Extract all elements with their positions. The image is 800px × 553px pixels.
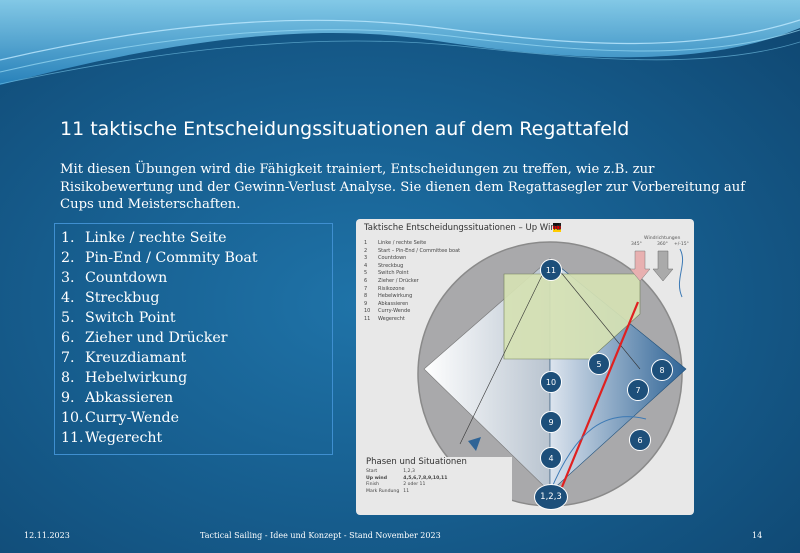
legend-item: 2 Start – Pin-End / Committee boat [364, 247, 461, 254]
list-item: 9. Abkassieren [61, 390, 174, 406]
marker-4: 4 [540, 447, 562, 469]
list-item: 10.Curry-Wende [61, 410, 180, 426]
wind-degree-360: 360° [657, 242, 668, 247]
list-item: 5. Switch Point [61, 310, 176, 326]
marker-11: 11 [540, 259, 562, 281]
phases-table [362, 457, 512, 513]
marker-7: 7 [627, 379, 649, 401]
legend-item: 1 Linke / rechte Seite [364, 240, 427, 246]
list-item: 7. Kreuzdiamant [61, 350, 187, 366]
footer-date: 12.11.2023 [24, 531, 70, 540]
list-item: 6. Zieher und Drücker [61, 330, 228, 346]
legend-item: 9 Abkassieren [364, 300, 409, 307]
marker-5: 5 [588, 353, 610, 375]
list-item: 3. Countdown [61, 270, 168, 286]
legend-item: 10 Curry-Wende [364, 308, 411, 315]
legend-item: 6 Zieher / Drücker [364, 277, 419, 284]
marker-9: 9 [540, 411, 562, 433]
slide-intro: Mit diesen Übungen wird die Fähigkeit trainiert, Entscheidungen zu treffen, wie z.B. zur Risikobewertung und der Gewinn-Verlust Analyse. Sie dienen dem Regattasegler zur Vorbereitung auf Cups und Meisterschaften. [60, 162, 746, 212]
legend-item: 3 Countdown [364, 255, 407, 262]
legend-item: 4 Streckbug [364, 262, 404, 269]
diagram-title: Taktische Entscheidungssituationen – Up Wind [364, 223, 562, 233]
wind-degree-variation: +/-15° [674, 242, 689, 247]
page-number: 14 [752, 531, 763, 540]
phases-title: Phasen und Situationen [366, 457, 467, 467]
legend-item: 11 Wegerecht [364, 315, 405, 322]
tactics-diagram [356, 219, 694, 515]
footer-text: Tactical Sailing - Idee und Konzept - Stand November 2023 [200, 531, 441, 540]
wind-directions-label: Windrichtungen [644, 236, 681, 241]
table-row: Mark Rundung 11 [366, 488, 410, 494]
legend-item: 7 Risikozone [364, 285, 405, 292]
marker-6: 6 [629, 429, 651, 451]
marker-10: 10 [540, 371, 562, 393]
table-row: Finish 2 oder 11 [366, 482, 426, 488]
diagram-legend [364, 240, 460, 324]
legend-item: 5 Switch Point [364, 270, 409, 277]
list-item: 4. Streckbug [61, 290, 160, 306]
marker-start: 1,2,3 [534, 484, 568, 510]
slide-title: 11 taktische Entscheidungssituationen auf dem Regattafeld [60, 118, 630, 140]
wind-shift-icon [679, 249, 682, 297]
list-item: 11.Wegerecht [61, 430, 163, 446]
wind-arrow-360 [653, 251, 673, 281]
list-item: 8. Hebelwirkung [61, 370, 188, 386]
table-row: Up wind 4,5,6,7,8,9,10,11 [366, 475, 448, 481]
header-waves [0, 0, 800, 100]
legend-item: 8 Hebelwirkung [364, 293, 413, 300]
marker-8: 8 [651, 359, 673, 381]
list-item: 1. Linke / rechte Seite [61, 230, 227, 246]
table-row: Start 1,2,3 [366, 469, 415, 474]
situation-list [54, 223, 333, 455]
wind-degree-345: 345° [631, 242, 642, 247]
list-item: 2. Pin-End / Commity Boat [61, 250, 258, 266]
